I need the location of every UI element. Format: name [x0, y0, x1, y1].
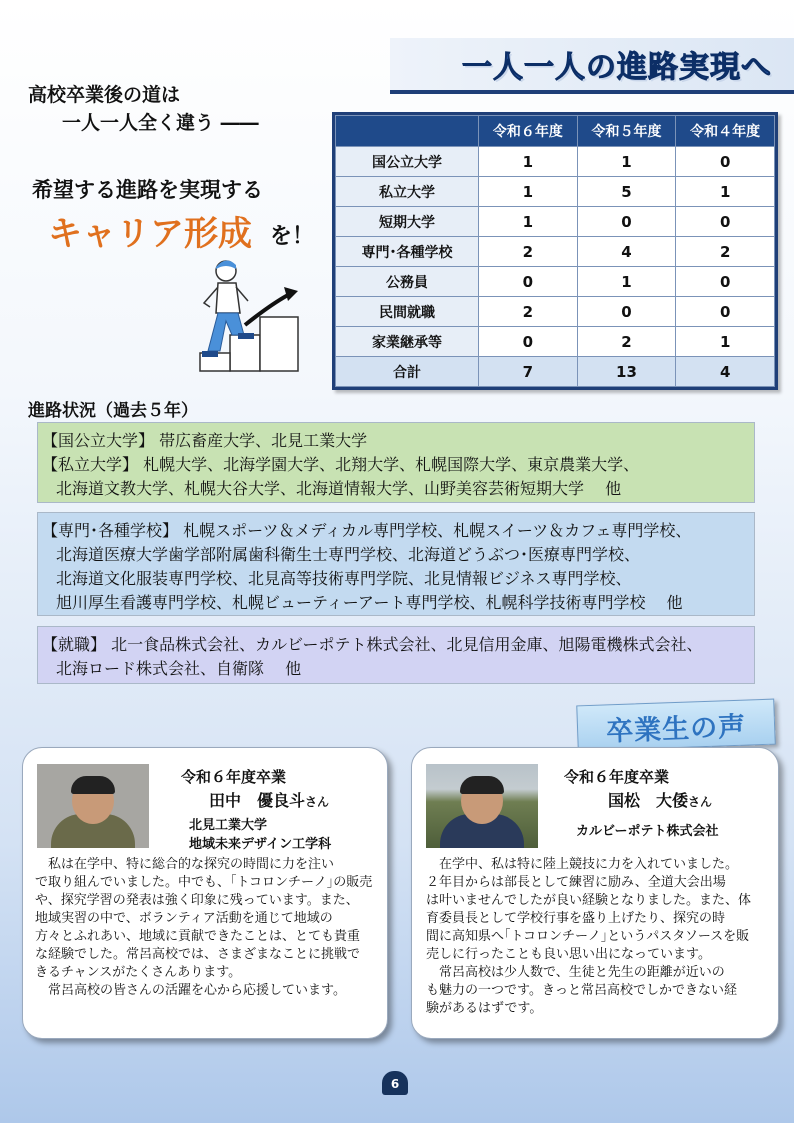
table-cell: 1	[676, 327, 775, 357]
slogan-line: 希望する進路を実現する	[32, 178, 263, 202]
table-row	[336, 327, 775, 357]
table-cell: 2	[676, 237, 775, 267]
list-line: 北海道文教大学、札幌大谷大学、北海道情報大学、山野美容芸術短期大学 他	[56, 479, 622, 498]
table-cell: 2	[577, 327, 676, 357]
table-cell: 1	[577, 267, 676, 297]
voices-title-tag	[576, 699, 775, 752]
message-line: も魅力の一つです。きっと常呂高校でしかできない経	[426, 983, 737, 998]
row-label: 合計	[336, 357, 479, 387]
table-cell: 1	[577, 147, 676, 177]
destination-line: カルビーポテト株式会社	[576, 824, 719, 839]
graduate-photo	[37, 764, 149, 848]
table-cell: 1	[479, 147, 578, 177]
message-line: な経験でした。常呂高校では、さまざまなことに挑戦で	[35, 947, 361, 962]
message-line: 地域実習の中で、ボランティア活動を通じて地域の	[35, 911, 333, 926]
table-corner	[336, 116, 479, 147]
graduate-destination	[189, 816, 331, 854]
list-line: 【国公立大学】 帯広畜産大学、北見工業大学	[42, 431, 368, 450]
row-label: 公務員	[336, 267, 479, 297]
table-cell: 0	[676, 147, 775, 177]
table-cell: 0	[577, 297, 676, 327]
voices-title: 卒業生の声	[605, 711, 747, 748]
lead-text-1: 高校卒業後の道は	[28, 84, 181, 106]
message-line: で取り組んでいました。中でも、｢トコロンチーノ｣の販売	[35, 875, 373, 890]
university-list-box	[37, 422, 755, 503]
graduate-name-text: 国松 大倭	[608, 791, 689, 810]
page-number: 6	[382, 1071, 408, 1095]
table-row	[336, 237, 775, 267]
table-cell: 2	[479, 237, 578, 267]
table-cell: 13	[577, 357, 676, 387]
row-label: 家業継承等	[336, 327, 479, 357]
destination-line: 北見工業大学	[189, 818, 268, 833]
graduate-destination	[576, 822, 718, 841]
message-line: 私は在学中、特に総合的な探究の時間に力を注い	[35, 857, 335, 872]
graduate-name-text: 田中 優良斗	[209, 791, 306, 810]
list-line: 旭川厚生看護専門学校、札幌ビューティーアート専門学校、札幌科学技術専門学校 他	[56, 593, 683, 612]
table-cell: 0	[577, 207, 676, 237]
message-line: 験があるはずです。	[426, 1001, 543, 1016]
table-row	[336, 297, 775, 327]
message-line: は叶いませんでしたが良い経験となりました。また、体	[426, 893, 752, 908]
graduate-card-right	[411, 747, 779, 1039]
table-cell: 2	[479, 297, 578, 327]
list-line: 【私立大学】 札幌大学、北海学園大学、北翔大学、札幌国際大学、東京農業大学、	[42, 455, 640, 474]
message-line: 在学中、私は特に陸上競技に力を入れていました。	[426, 857, 739, 872]
message-line: きるチャンスがたくさんあります。	[35, 965, 242, 980]
slogan-highlight: キャリア形成	[48, 214, 252, 254]
table-cell: 5	[577, 177, 676, 207]
graduate-message	[426, 856, 772, 1018]
column-header: 令和４年度	[676, 116, 775, 147]
list-line: 北海道医療大学歯学部附属歯科衛生士専門学校、北海道どうぶつ･医療専門学校、	[56, 545, 641, 564]
list-line: 【専門･各種学校】 札幌スポーツ＆メディカル専門学校、札幌スイーツ＆カフェ専門学校、	[42, 521, 692, 540]
graduate-photo	[426, 764, 538, 848]
section-title-destinations: 進路状況（過去５年）	[28, 401, 198, 421]
row-label: 私立大学	[336, 177, 479, 207]
list-line: 【就職】 北一食品株式会社、カルビーポテト株式会社、北見信用金庫、旭陽電機株式会社、	[42, 635, 703, 654]
graduate-name	[209, 788, 329, 811]
table-cell: 0	[676, 267, 775, 297]
graduate-message	[35, 856, 381, 1000]
graduation-year: 令和６年度卒業	[564, 768, 670, 786]
message-line: 売しに行ったことも良い思い出になっています。	[426, 947, 711, 962]
slogan-tail: を！	[270, 224, 315, 249]
table-cell: 1	[479, 177, 578, 207]
list-line: 北海道文化服装専門学校、北見高等技術専門学院、北見情報ビジネス専門学校、	[56, 569, 632, 588]
graduation-year: 令和６年度卒業	[181, 768, 287, 786]
table-cell: 1	[479, 207, 578, 237]
vocational-list-box	[37, 512, 755, 616]
table-cell: 0	[479, 327, 578, 357]
table-row	[336, 207, 775, 237]
table-row	[336, 267, 775, 297]
message-line: 方々とふれあい、地域に貢献できたことは、とても貴重	[35, 929, 361, 944]
table-cell: 4	[577, 237, 676, 267]
message-line: 常呂高校は少人数で、生徒と先生の距離が近いの	[426, 965, 725, 980]
table-cell: 4	[676, 357, 775, 387]
list-line: 北海ロード株式会社、自衛隊 他	[56, 659, 302, 678]
graduate-name	[608, 788, 712, 811]
honorific: さん	[305, 795, 330, 809]
row-label: 国公立大学	[336, 147, 479, 177]
message-line: 間に高知県へ｢トコロンチーノ｣というパスタソースを販	[426, 929, 750, 944]
table-cell: 7	[479, 357, 578, 387]
row-label: 短期大学	[336, 207, 479, 237]
climbing-stairs-illustration	[190, 255, 305, 373]
honorific: さん	[688, 795, 713, 809]
column-header: 令和５年度	[577, 116, 676, 147]
table-cell: 0	[676, 297, 775, 327]
row-label: 民間就職	[336, 297, 479, 327]
message-line: や、探究学習の発表は強く印象に残っています。また、	[35, 893, 359, 908]
table-cell: 0	[676, 207, 775, 237]
destination-line: 地域未来デザイン工学科	[189, 837, 332, 852]
career-stats-table	[332, 112, 778, 390]
page-title: 一人一人の進路実現へ	[462, 50, 772, 85]
lead-text-2: 一人一人全く違う ――	[62, 112, 259, 134]
message-line: 常呂高校の皆さんの活躍を心から応援しています。	[35, 983, 346, 998]
message-line: 育委員長として学校行事を盛り上げたり、探究の時	[426, 911, 726, 926]
table-cell: 0	[479, 267, 578, 297]
table-total-row	[336, 357, 775, 387]
table-row	[336, 147, 775, 177]
page-title-banner	[390, 38, 794, 94]
message-line: ２年目からは部長として練習に励み、全道大会出場	[426, 875, 726, 890]
table-row	[336, 177, 775, 207]
employment-list-box	[37, 626, 755, 684]
table-cell: 1	[676, 177, 775, 207]
row-label: 専門･各種学校	[336, 237, 479, 267]
graduate-card-left	[22, 747, 388, 1039]
column-header: 令和６年度	[479, 116, 578, 147]
